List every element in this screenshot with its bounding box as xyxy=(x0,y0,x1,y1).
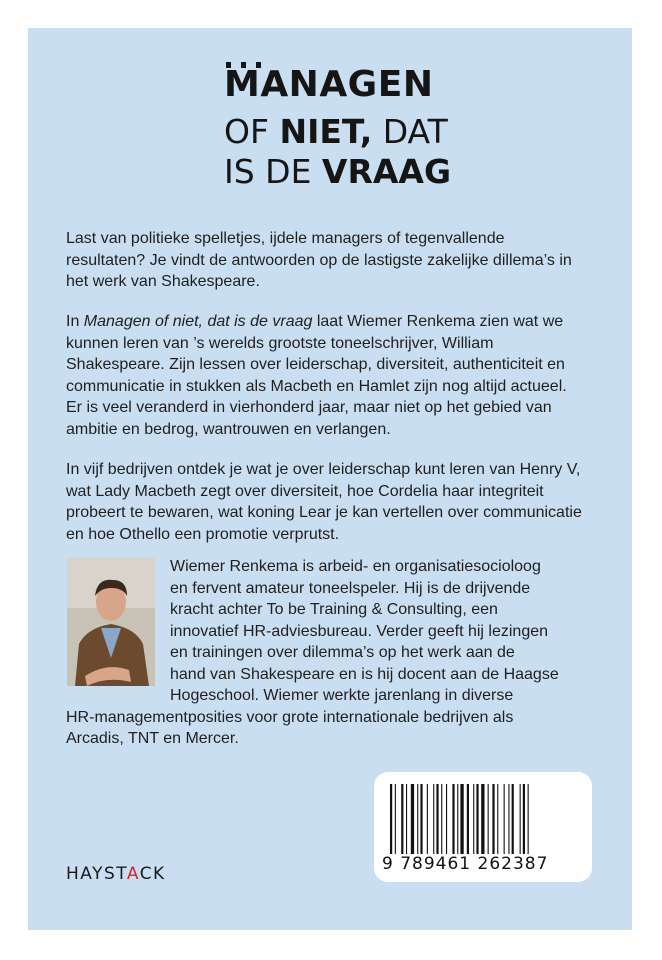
author-bio: Wiemer Renkema is arbeid- en organisatiesocioloog en fervent amateur toneelspeler. Hij is de drijvende kracht achter To be Training & Consulting, een innovatief HR-adviesbureau. Verder geeft hij lezingen en trainingen over dilemma’s op het werk aan de hand van Shakespeare en is hij docent aan de Haagse Hogeschool. Wiemer werkte jarenlang in diverse HR-managementposities voor grote internationale bedrijven als Arcadis, TNT en Mercer. xyxy=(66,558,559,747)
blurb-paragraph-2: In Managen of niet, dat is de vraag laat Wiemer Renkema zien wat we kunnen leren van ’s werelds grootste toneelschrijver, William Shakespeare. Zijn lessen over leiderschap, diversiteit, authenticiteit en communicatie in stukken als Macbeth en Hamlet zijn nog altijd actueel. Er is veel veranderd in vierhonderd jaar, maar niet op het gebied van ambitie en bedrog, wantrouwen en verlangen. xyxy=(66,313,567,438)
barcode-panel xyxy=(374,772,592,882)
barcode-icon xyxy=(390,784,576,854)
publisher-logo: HAYSTACK xyxy=(66,864,166,884)
isbn-number: 9 789461 262387 xyxy=(382,854,549,874)
title-line-2: OF NIET, DAT xyxy=(224,112,448,151)
blurb-paragraph-1: Last van politieke spelletjes, ijdele managers of tegenvallende resultaten? Je vindt de antwoorden op de lastigste zakelijke dillema’s in het werk van Shakespeare. xyxy=(66,230,572,290)
blurb-paragraph-3: In vijf bedrijven ontdek je wat je over leiderschap kunt leren van Henry V, wat Lady Macbeth zegt over diversiteit, hoe Cordelia haar integriteit probeert te bewaren, wat koning Lear je kan vertellen over communicatie en hoe Othello een promotie verprutst. xyxy=(66,461,582,543)
title-line-1: MANAGEN xyxy=(224,64,434,105)
title-line-3: IS DE VRAAG xyxy=(224,152,452,191)
